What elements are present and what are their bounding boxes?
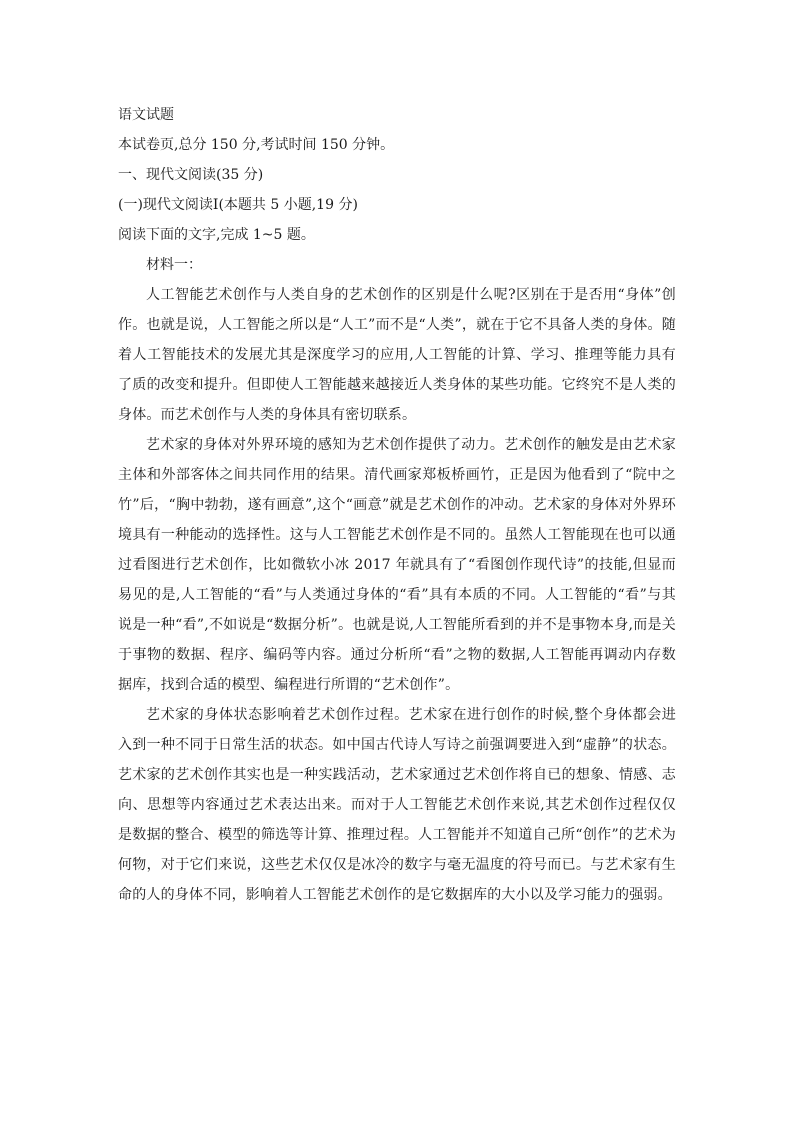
paragraph-3: 艺术家的身体状态影响着艺术创作过程。艺术家在进行创作的时候,整个身体都会进入到一种不同于日常生活的状态。如中国古代诗人写诗之前强调要进入到“虚静”的状态。艺术家的艺术创作其实也是一种实践活动，艺术家通过艺术创作将自已的想象、情感、志向、思想等内容通过艺术表达出来。而对于人工智能艺术创作来说,其艺术创作过程仅仅是数据的整合、模型的筛选等计算、推理过程。人工智能并不知道自己所“创作”的艺术为何物，对于它们来说，这些艺术仅仅是冰冷的数字与毫无温度的符号而已。与艺术家有生命的人的身体不同，影响着人工智能艺术创作的是它数据库的大小以及学习能力的强弱。 xyxy=(118,707,676,903)
paragraph-2: 艺术家的身体对外界环境的感知为艺术创作提供了动力。艺术创作的触发是由艺术家主体和外部客体之间共同作用的结果。清代画家郑板桥画竹，正是因为他看到了“院中之竹”后，“胸中勃勃，遂有画意”,这个“画意”就是艺术创作的冲动。艺术家的身体对外界环境具有一种能动的选择性。这与人工智能艺术创作是不同的。虽然人工智能现在也可以通过看图进行艺术创作，比如微软小冰 2017 年就具有了“看图创作现代诗”的技能,但显而易见的是,人工智能的“看”与人类通过身体的“看”具有本质的不同。人工智能的“看”与其说是一种“看”,不如说是“数据分析”。也就是说,人工智能所看到的并不是事物本身,而是关于事物的数据、程序、编码等内容。通过分析所“看”之物的数据,人工智能再调动内存数据库，找到合适的模型、编程进行所谓的“艺术创作”。 xyxy=(118,437,676,693)
paragraph-1: 人工智能艺术创作与人类自身的艺术创作的区别是什么呢?区别在于是否用“身体”创作。也就是说，人工智能之所以是“人工”而不是“人类”，就在于它不具备人类的身体。随着人工智能技术的发展尤其是深度学习的应用,人工智能的计算、学习、推理等能力具有了质的改变和提升。但即使人工智能越来越接近人类身体的某些功能。它终究不是人类的身体。而艺术创作与人类的身体具有密切联系。 xyxy=(118,287,676,423)
section-heading: 一、现代文阅读(35 分) xyxy=(118,167,264,183)
exam-note: 本试卷页,总分 150 分,考试时间 150 分钟。 xyxy=(118,137,395,153)
exam-page xyxy=(118,100,676,910)
material-label: 材料一： xyxy=(146,257,202,273)
subsection-heading: (一)现代文阅读Ⅰ(本题共 5 小题,19 分) xyxy=(118,197,358,213)
page-title: 语文试题 xyxy=(118,107,174,123)
reading-instruction: 阅读下面的文字,完成 1~5 题。 xyxy=(118,227,315,243)
